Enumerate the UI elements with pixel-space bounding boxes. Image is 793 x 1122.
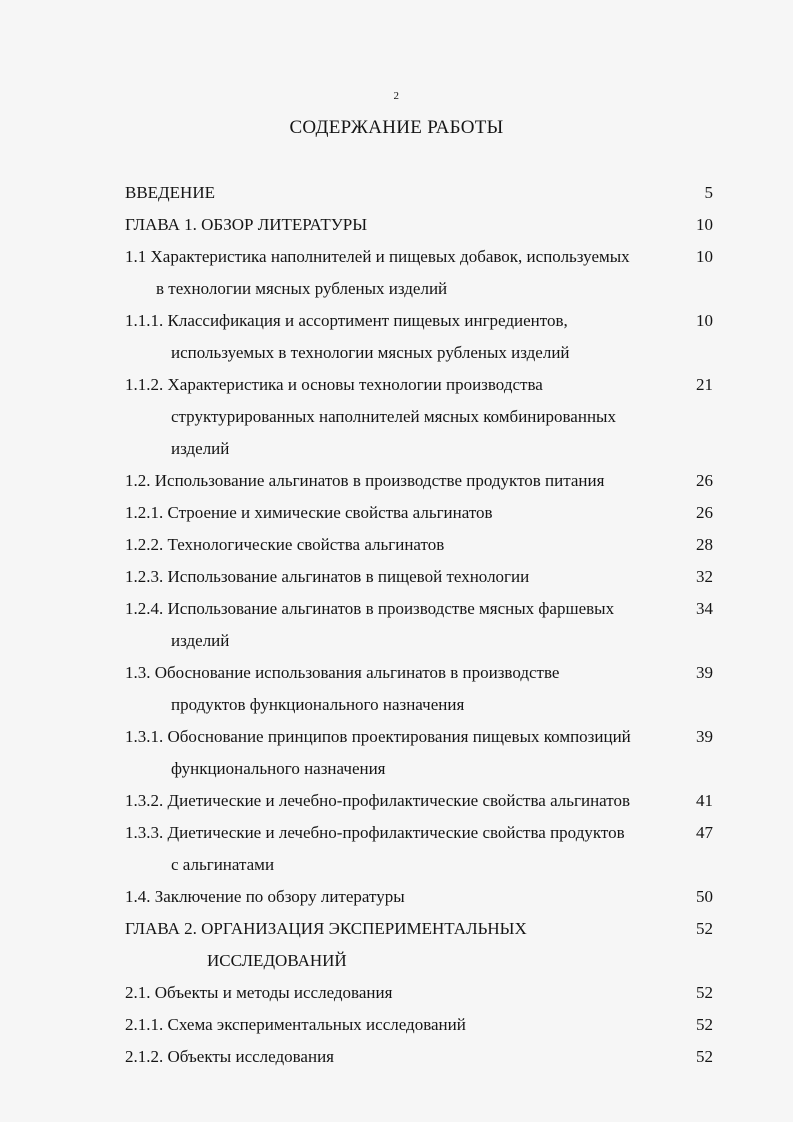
toc-entry-title — [0, 593, 793, 625]
toc-entry-text: 1.1 Характеристика наполнителей и пищевых добавок, используемых — [125, 247, 630, 266]
toc-entry-text: в технологии мясных рубленых изделий — [156, 279, 448, 298]
toc-entry-text: 1.3.2. Диетические и лечебно-профилактические свойства альгинатов — [125, 791, 631, 810]
toc-entry-page-number: 50 — [696, 887, 713, 906]
toc-entry — [0, 1009, 793, 1041]
table-of-contents — [0, 177, 793, 1073]
toc-entry — [0, 977, 793, 1009]
toc-entry — [0, 209, 793, 241]
toc-entry — [0, 305, 793, 369]
toc-entry-page-number: 52 — [696, 1015, 713, 1034]
toc-entry-title — [0, 209, 793, 241]
toc-entry-title-continuation — [0, 401, 793, 433]
toc-entry-title — [0, 881, 793, 913]
toc-entry-page-number: 52 — [696, 919, 713, 938]
toc-entry-page-number: 26 — [696, 503, 713, 522]
toc-entry-text: 1.2.4. Использование альгинатов в производстве мясных фаршевых — [125, 599, 615, 618]
toc-entry-text: 1.4. Заключение по обзору литературы — [125, 887, 405, 906]
page-number: 2 — [393, 90, 400, 102]
toc-entry-text: ГЛАВА 2. ОРГАНИЗАЦИЯ ЭКСПЕРИМЕНТАЛЬНЫХ — [125, 919, 527, 938]
toc-entry-title — [0, 817, 793, 849]
toc-entry — [0, 497, 793, 529]
toc-entry-text: продуктов функционального назначения — [171, 695, 465, 714]
toc-entry-text: 1.3.3. Диетические и лечебно-профилактические свойства продуктов — [125, 823, 625, 842]
toc-entry-title — [0, 1041, 793, 1073]
toc-entry-text: ИССЛЕДОВАНИЙ — [207, 951, 347, 970]
toc-entry-text: 1.2. Использование альгинатов в производстве продуктов питания — [125, 471, 605, 490]
toc-entry-title — [0, 913, 793, 945]
toc-entry-page-number: 52 — [696, 983, 713, 1002]
toc-entry — [0, 465, 793, 497]
toc-entry — [0, 881, 793, 913]
toc-entry-title — [0, 561, 793, 593]
toc-entry — [0, 913, 793, 977]
toc-entry-title — [0, 177, 793, 209]
toc-entry-text: 1.1.2. Характеристика и основы технологии производства — [125, 375, 543, 394]
toc-entry-title — [0, 465, 793, 497]
toc-entry-title — [0, 1009, 793, 1041]
toc-entry-page-number: 26 — [696, 471, 713, 490]
toc-entry-title-continuation — [0, 753, 793, 785]
toc-entry-title-continuation — [0, 273, 793, 305]
toc-entry-text: изделий — [171, 439, 230, 458]
toc-entry-title — [0, 785, 793, 817]
toc-entry-text: 1.3.1. Обоснование принципов проектирования пищевых композиций — [125, 727, 631, 746]
toc-entry — [0, 561, 793, 593]
toc-entry-title-continuation — [0, 689, 793, 721]
toc-entry-text: изделий — [171, 631, 230, 650]
toc-entry-title-continuation — [0, 337, 793, 369]
toc-entry-text: 1.3. Обоснование использования альгинатов в производстве — [125, 663, 560, 682]
toc-entry — [0, 177, 793, 209]
toc-entry-page-number: 34 — [696, 599, 713, 618]
toc-entry-page-number: 10 — [696, 215, 713, 234]
toc-entry-page-number: 5 — [704, 183, 713, 202]
toc-entry — [0, 529, 793, 561]
toc-entry — [0, 1041, 793, 1073]
toc-entry-title — [0, 977, 793, 1009]
toc-entry-page-number: 39 — [696, 727, 713, 746]
toc-entry-title-continuation — [0, 625, 793, 657]
toc-entry-title — [0, 657, 793, 689]
toc-entry-text: функционального назначения — [171, 759, 386, 778]
toc-entry-title-continuation — [0, 433, 793, 465]
toc-entry-page-number: 47 — [696, 823, 713, 842]
toc-entry-page-number: 52 — [696, 1047, 713, 1066]
toc-entry-text: используемых в технологии мясных рубленых изделий — [171, 343, 570, 362]
toc-entry-title — [0, 529, 793, 561]
toc-entry — [0, 369, 793, 465]
toc-entry — [0, 241, 793, 305]
toc-entry-title-continuation — [0, 849, 793, 881]
toc-entry — [0, 721, 793, 785]
toc-entry-text: структурированных наполнителей мясных комбинированных — [171, 407, 616, 426]
toc-entry-text: с альгинатами — [171, 855, 275, 874]
toc-entry-page-number: 32 — [696, 567, 713, 586]
toc-entry — [0, 593, 793, 657]
toc-entry-title — [0, 369, 793, 401]
toc-entry-text: ВВЕДЕНИЕ — [125, 183, 215, 202]
page-title: СОДЕРЖАНИЕ РАБОТЫ — [289, 117, 504, 138]
toc-entry-title — [0, 497, 793, 529]
toc-entry-text: 2.1. Объекты и методы исследования — [125, 983, 393, 1002]
toc-entry-page-number: 39 — [696, 663, 713, 682]
toc-entry-page-number: 21 — [696, 375, 713, 394]
toc-entry-text: 2.1.1. Схема экспериментальных исследований — [125, 1015, 466, 1034]
toc-entry-page-number: 10 — [696, 247, 713, 266]
toc-entry-text: 1.2.2. Технологические свойства альгинатов — [125, 535, 445, 554]
toc-entry-text: 1.2.1. Строение и химические свойства альгинатов — [125, 503, 493, 522]
toc-entry-title — [0, 721, 793, 753]
toc-entry-text: 1.1.1. Классификация и ассортимент пищевых ингредиентов, — [125, 311, 568, 330]
toc-entry-page-number: 41 — [696, 791, 713, 810]
toc-entry-text: 2.1.2. Объекты исследования — [125, 1047, 334, 1066]
toc-entry — [0, 817, 793, 881]
toc-entry-page-number: 28 — [696, 535, 713, 554]
toc-entry-page-number: 10 — [696, 311, 713, 330]
toc-entry — [0, 785, 793, 817]
toc-entry-title — [0, 305, 793, 337]
toc-entry-title — [0, 241, 793, 273]
toc-entry — [0, 657, 793, 721]
toc-entry-text: 1.2.3. Использование альгинатов в пищевой технологии — [125, 567, 530, 586]
toc-entry-text: ГЛАВА 1. ОБЗОР ЛИТЕРАТУРЫ — [125, 215, 368, 234]
toc-entry-title-continuation — [0, 945, 793, 977]
